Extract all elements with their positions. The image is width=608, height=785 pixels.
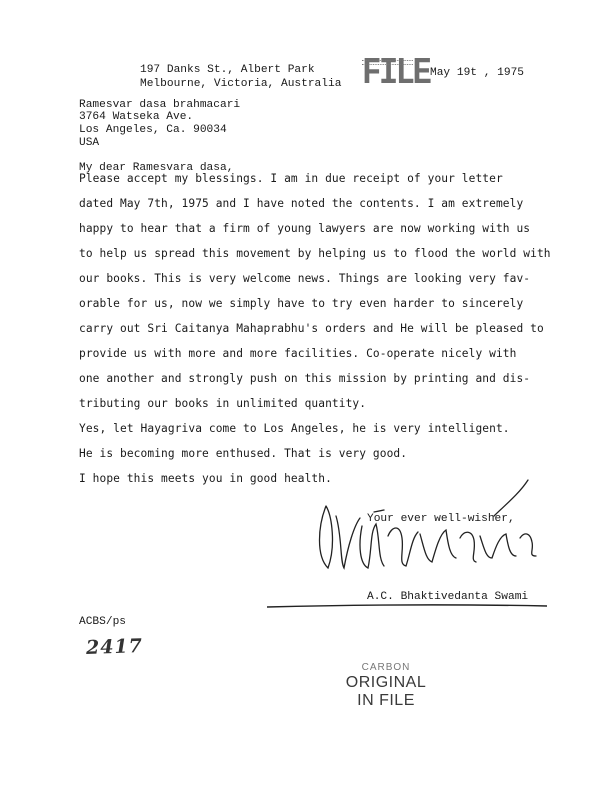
handwritten-reference-number: 2417 xyxy=(85,635,144,659)
body-line: to help us spread this movement by helping us to flood the world with xyxy=(79,247,551,260)
body-line: provide us with more and more facilities. Co-operate nicely with xyxy=(79,347,517,360)
letter-date: May 19t , 1975 xyxy=(430,67,524,79)
body-line: our books. This is very welcome news. Things are looking very fav- xyxy=(79,272,531,285)
body-line: tributing our books in unlimited quantity. xyxy=(79,397,367,410)
sender-address-line2: Melbourne, Victoria, Australia xyxy=(140,78,342,90)
signature-typed-name: A.C. Bhaktivedanta Swami xyxy=(367,591,529,603)
recipient-country: USA xyxy=(79,137,100,149)
signature-underline xyxy=(267,603,547,609)
file-stamp: FILE xyxy=(362,52,430,95)
recipient-city: Los Angeles, Ca. 90034 xyxy=(79,124,227,136)
body-line: Yes, let Hayagriva come to Los Angeles, he is very intelligent. xyxy=(79,422,510,435)
typist-initials: ACBS/ps xyxy=(79,616,126,628)
body-line: orable for us, now we simply have to try even harder to sincerely xyxy=(79,297,524,310)
recipient-name: Ramesvar dasa brahmacari xyxy=(79,99,241,111)
body-line: dated May 7th, 1975 and I have noted the contents. I am extremely xyxy=(79,197,524,210)
recipient-street: 3764 Watseka Ave. xyxy=(79,111,194,123)
body-line: carry out Sri Caitanya Mahaprabhu's orders and He will be pleased to xyxy=(79,322,544,335)
body-line: Please accept my blessings. I am in due receipt of your letter xyxy=(79,172,503,185)
carbon-stamp-line3: IN FILE xyxy=(357,692,415,709)
handwritten-signature xyxy=(314,476,554,596)
closing: Your ever well-wisher, xyxy=(367,513,515,525)
sender-address-line1: 197 Danks St., Albert Park xyxy=(140,64,315,76)
body-line: I hope this meets you in good health. xyxy=(79,472,332,485)
salutation: My dear Ramesvara dasa, xyxy=(79,162,234,174)
body-line: He is becoming more enthused. That is very good. xyxy=(79,447,408,460)
carbon-stamp-line1: CARBON xyxy=(361,662,411,673)
body-line: happy to hear that a firm of young lawyers are now working with us xyxy=(79,222,531,235)
carbon-original-stamp xyxy=(338,662,434,710)
carbon-stamp-line2: ORIGINAL xyxy=(345,674,427,691)
body-line: one another and strongly push on this mission by printing and dis- xyxy=(79,372,531,385)
